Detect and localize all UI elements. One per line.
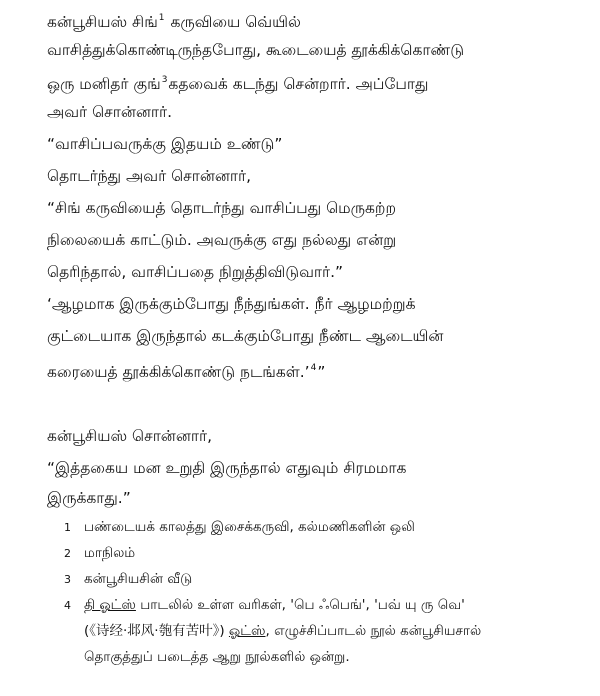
body-line-14: “இத்தகைய மன உறுதி இருந்தால் எதுவும் சிரமமாக <box>47 459 407 477</box>
body-line-4: அவர் சொன்னார். <box>47 103 173 121</box>
footnote-4-line-2 <box>84 622 481 640</box>
footnote-ref: 3 <box>161 75 168 85</box>
body-line-12 <box>47 358 325 382</box>
footnote-1 <box>64 518 415 537</box>
footnote-ref: 4 <box>310 363 317 373</box>
body-line-3 <box>47 70 428 94</box>
text-segment: ” <box>317 363 326 381</box>
text-segment: கன்பூசியஸ் சிங் <box>47 13 158 31</box>
text-segment: கருவியை வெ்யில் <box>165 13 301 31</box>
body-line-9: தெரிந்தால், வாசிப்பதை நிறுத்திவிடுவார்.” <box>47 263 344 281</box>
body-line-1 <box>47 8 301 32</box>
body-line-6: தொடர்ந்து அவர் சொன்னார், <box>47 167 252 185</box>
footnote-ref: 1 <box>158 13 165 23</box>
body-line-15: இருக்காது.” <box>47 489 131 507</box>
footnote-number: 1 <box>64 521 71 534</box>
footnote-number: 3 <box>64 573 71 586</box>
footnote-text: கன்பூசியசின் வீடு <box>84 571 193 587</box>
footnote-text: மாநிலம் <box>84 545 136 561</box>
body-line-7: “சிங் கருவியைத் தொடர்ந்து வாசிப்பது மெருகற்ற <box>47 199 396 217</box>
footnote-underlined-title: ஓட்ஸ் <box>228 623 266 639</box>
body-line-5: “வாசிப்பவருக்கு இதயம் உண்டு” <box>47 135 283 153</box>
body-line-11: குட்டையாக இருந்தால் கடக்கும்போது நீண்ட ஆடையின் <box>47 327 444 345</box>
text-segment: ஒரு மனிதர் குங் <box>47 75 161 93</box>
body-line-10: ‘ஆழமாக இருக்கும்போது நீந்துங்கள். நீர் ஆழமற்றுக் <box>47 295 416 313</box>
footnote-2 <box>64 544 135 563</box>
body-line-2: வாசித்துக்கொண்டிருந்தபோது, கூடையைத் தூக்கிக்கொண்டு <box>47 41 465 59</box>
text-segment: கரையைத் தூக்கிக்கொண்டு நடங்கள்.’ <box>47 363 310 381</box>
footnote-cjk-title: (《诗经·邶风·匏有苦叶》) <box>84 623 225 639</box>
body-line-8: நிலையைக் காட்டும். அவருக்கு எது நல்லது என்று <box>47 231 397 249</box>
footnote-text: பாடலில் உள்ள வரிகள், 'பெ ஃபெங்', 'பவ் யு ரு வெ' <box>135 597 465 613</box>
text-segment: கதவைக் கடந்து சென்றார். அப்போது <box>168 75 429 93</box>
footnote-3 <box>64 570 192 589</box>
footnote-text: பண்டையக் காலத்து இசைக்கருவி, கல்மணிகளின் ஒலி <box>84 519 415 535</box>
footnote-underlined-title: தி ஓட்ஸ் <box>84 597 136 613</box>
footnote-number: 4 <box>64 599 71 612</box>
footnote-number: 2 <box>64 547 71 560</box>
footnote-4-line-3: தொகுத்துப் படைத்த ஆறு நூல்களில் ஒன்று. <box>84 649 350 665</box>
footnote-4 <box>64 596 465 615</box>
body-line-13: கன்பூசியஸ் சொன்னார், <box>47 427 212 445</box>
footnote-text: , எழுச்சிப்பாடல் நூல் கன்பூசியசால் <box>265 623 482 639</box>
